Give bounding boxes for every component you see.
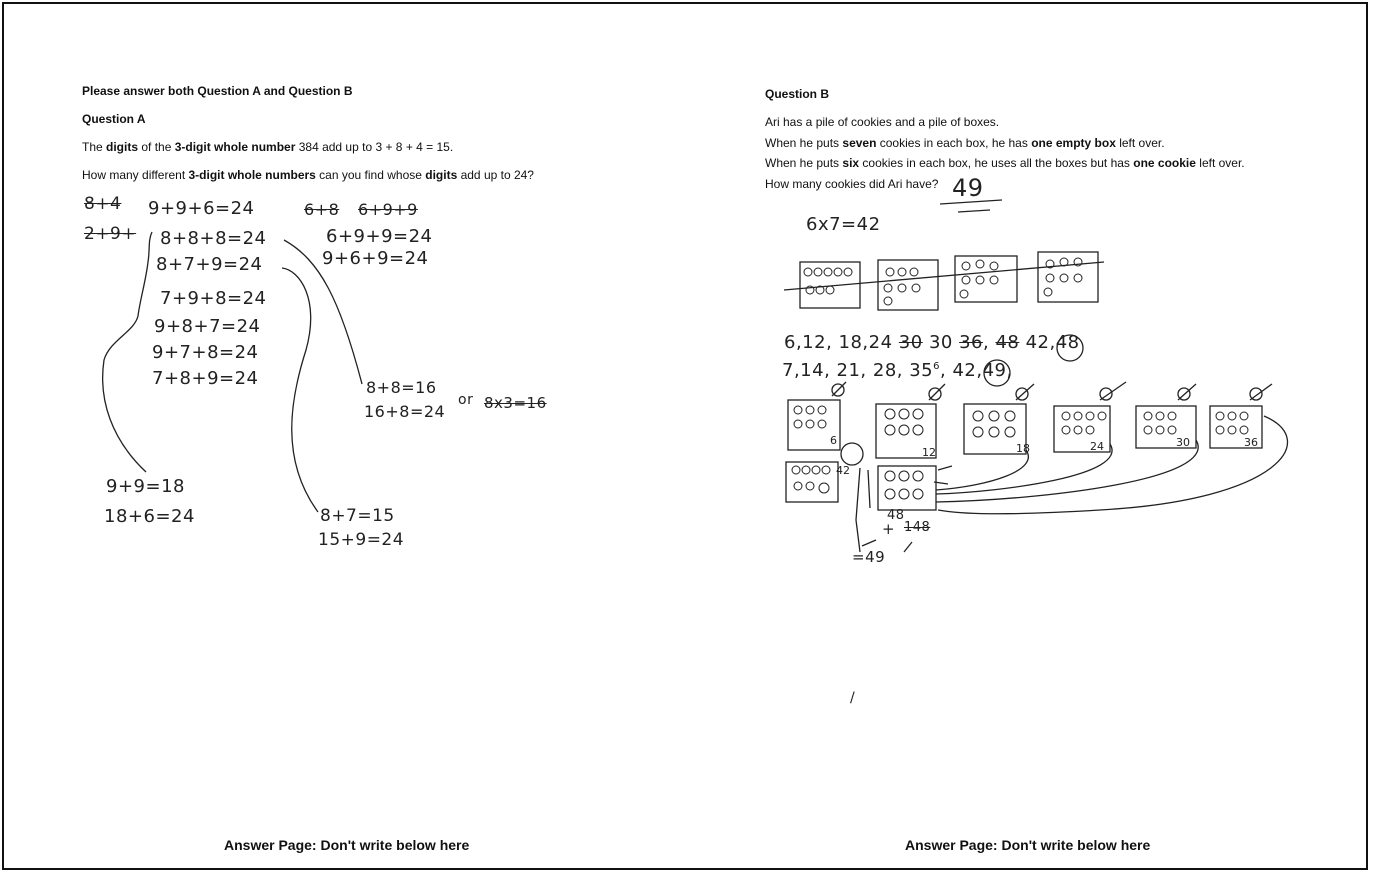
handwritten-equation: 7+9+8=24: [160, 288, 267, 309]
stray-mark: /: [850, 690, 856, 706]
question-b-line1: Ari has a pile of cookies and a pile of boxes.: [765, 115, 1000, 129]
handwritten-equation: 9+6+9=24: [322, 248, 429, 269]
handwritten-equation: 9+8+7=24: [154, 316, 261, 337]
handwritten-plus: +: [882, 520, 896, 538]
handwritten-equation: 9+9=18: [106, 476, 185, 497]
box-label: 12: [922, 446, 936, 459]
handwritten-equation: 7+8+9=24: [152, 368, 259, 389]
handwritten-or: or: [458, 392, 474, 408]
handwritten-struck-8x3: 8x3=16: [484, 394, 547, 412]
handwritten-equation: 15+9=24: [318, 530, 405, 550]
question-b-line3: When he puts six cookies in each box, he uses all the boxes but has one cookie left over.: [765, 156, 1245, 170]
handwritten-multiplication: 6x7=42: [806, 214, 881, 235]
handwritten-equation: 9+7+8=24: [152, 342, 259, 363]
answer-page-footer-right: Answer Page: Don't write below here: [905, 837, 1151, 853]
handwritten-answer: 49: [952, 174, 984, 202]
question-a-line1: The digits of the 3-digit whole number 384 add up to 3 + 8 + 4 = 15.: [82, 140, 454, 154]
handwritten-total: =49: [852, 548, 886, 566]
handwritten-struck-6plus8: 6+8: [304, 200, 340, 219]
question-b-heading: Question B: [765, 87, 830, 101]
question-a-line2: How many different 3-digit whole numbers can you find whose digits add up to 24?: [82, 168, 534, 182]
box-label: 36: [1244, 436, 1258, 449]
box-label: 6: [830, 434, 837, 447]
question-b-line4: How many cookies did Ari have?: [765, 177, 939, 191]
handwritten-sequence-sevens: 7,14, 21, 28, $35^6$, 42,49,: [782, 360, 1013, 381]
answer-page-footer-left: Answer Page: Don't write below here: [224, 837, 470, 853]
handwritten-equation: 18+6=24: [104, 506, 195, 527]
box-label: 30: [1176, 436, 1190, 449]
instruction-text: Please answer both Question A and Question B: [82, 84, 353, 98]
handwritten-equation: 8+7=15: [320, 506, 395, 526]
handwritten-equation: 9+9+6=24: [148, 198, 255, 219]
handwritten-struck-8plus4: 8+4: [84, 194, 122, 214]
box-label: 18: [1016, 442, 1030, 455]
handwritten-struck-6plus9plus9: 6+9+9: [358, 200, 418, 219]
question-a-heading: Question A: [82, 112, 146, 126]
handwritten-struck-2plus9: 2+9+: [84, 224, 137, 244]
handwritten-equation: 16+8=24: [364, 402, 446, 421]
handwritten-sequence-sixes: 6,12, 18,24 30 30 36, 48 42,48: [784, 332, 1080, 353]
handwritten-equation: 6+9+9=24: [326, 226, 433, 247]
handwritten-equation: 8+7+9=24: [156, 254, 263, 275]
handwritten-equation: 8+8=16: [366, 378, 437, 397]
handwritten-48: 48: [887, 508, 905, 523]
handwritten-equation: 8+8+8=24: [160, 228, 267, 249]
question-b-line2: When he puts seven cookies in each box, he has one empty box left over.: [765, 136, 1165, 150]
box-label: 42: [836, 464, 850, 477]
handwritten-struck-148: 148: [904, 520, 931, 535]
box-label: 24: [1090, 440, 1104, 453]
